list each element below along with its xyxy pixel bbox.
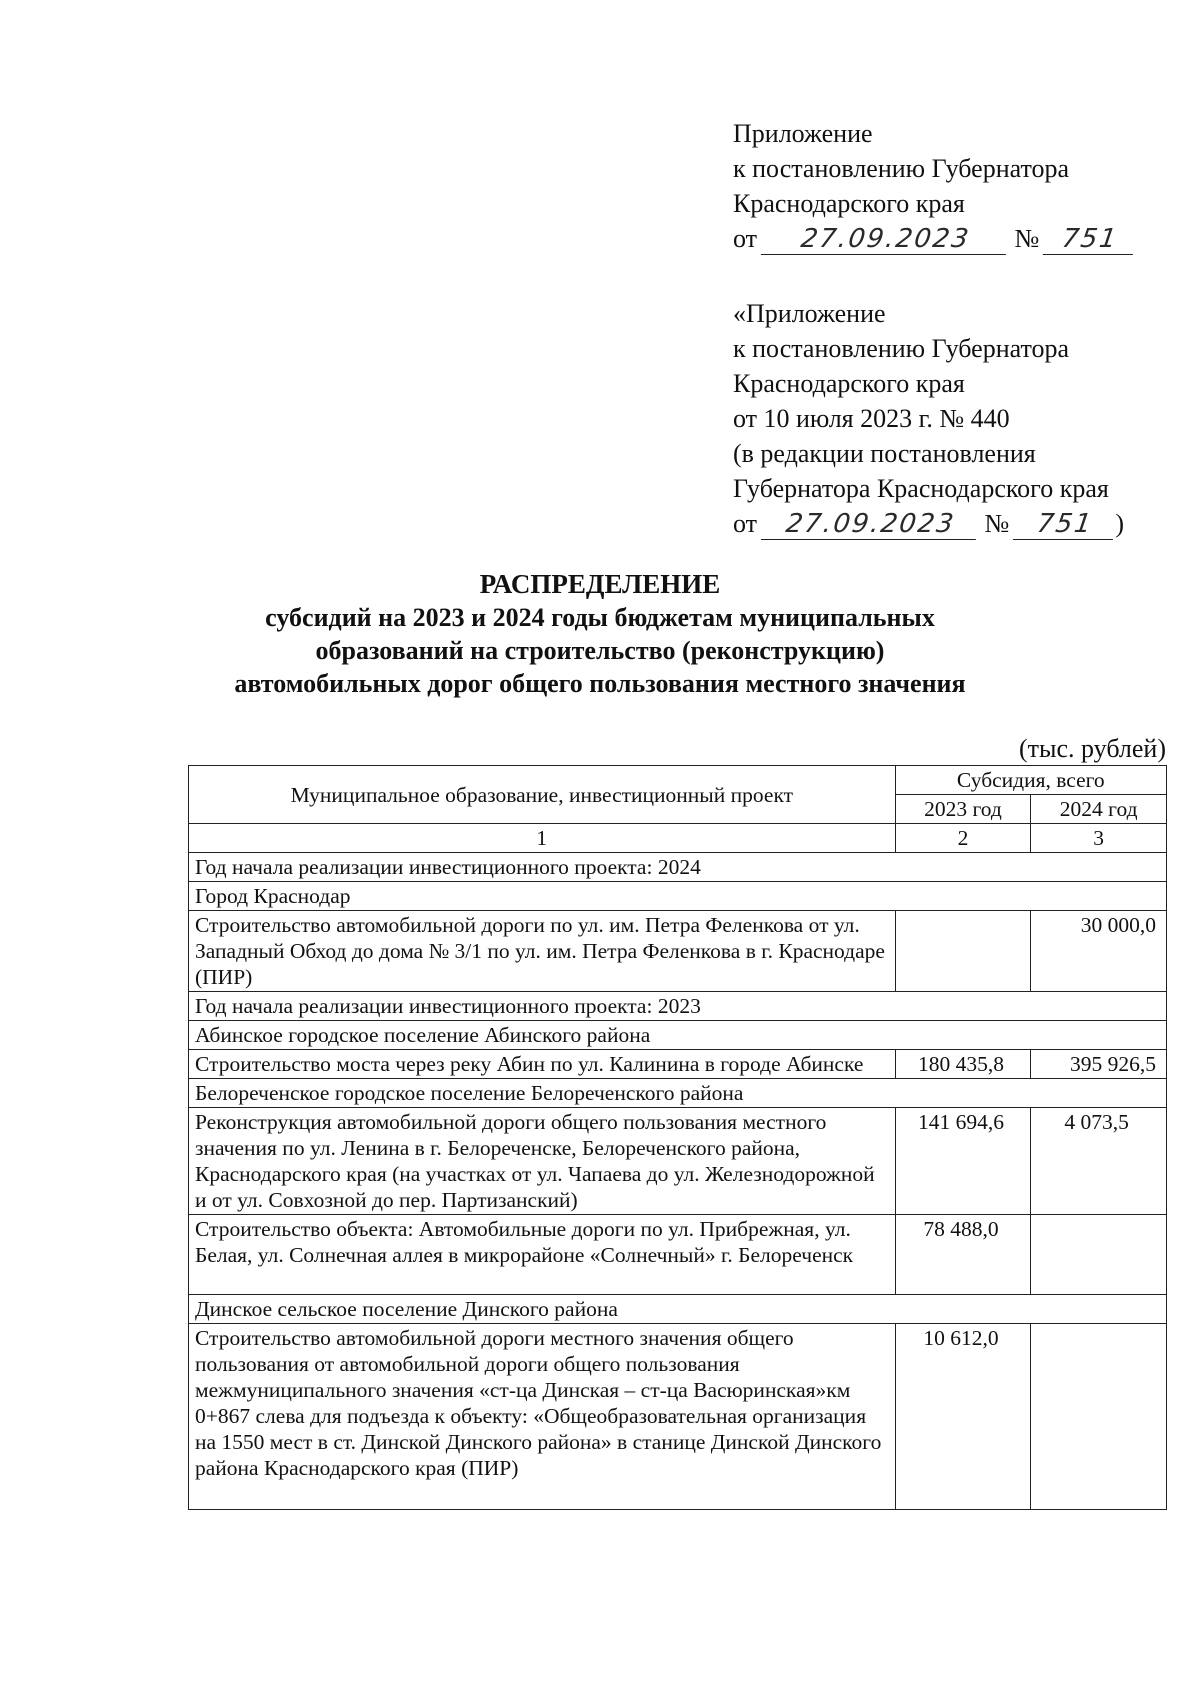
column-number: 2	[895, 824, 1031, 853]
appendix-line: Краснодарского края	[733, 369, 965, 398]
project-name: Строительство моста через реку Абин по ул. Калинина в городе Абинске	[189, 1050, 896, 1079]
value-2023	[895, 911, 1031, 992]
units-label: (тыс. рублей)	[1018, 734, 1166, 763]
document-title	[180, 568, 1020, 700]
subsidy-table	[188, 765, 1167, 1510]
table-numbering-row	[189, 824, 1167, 853]
value-2024: 4 073,5	[1031, 1108, 1167, 1215]
handwritten-date: 27.09.2023	[761, 509, 980, 540]
project-name: Строительство объекта: Автомобильные дороги по ул. Прибрежная, ул. Белая, ул. Солнечная аллея в микрорайоне «Солнечный» г. Белореченск	[189, 1215, 896, 1295]
number-label: №	[984, 509, 1010, 538]
section-row	[189, 853, 1167, 882]
section-label: Год начала реализации инвестиционного проекта: 2023	[189, 992, 1167, 1021]
municipality-label: Белореченское городское поселение Белореченского района	[189, 1079, 1167, 1108]
title-subtitle: автомобильных дорог общего пользования местного значения	[234, 669, 966, 698]
table-row	[189, 911, 1167, 992]
value-2024: 30 000,0	[1031, 911, 1167, 992]
value-2024	[1031, 1215, 1167, 1295]
municipality-row	[189, 1021, 1167, 1050]
closing-paren: )	[1115, 509, 1125, 538]
from-label: от	[733, 224, 758, 253]
appendix-line: Губернатора Краснодарского края	[733, 474, 1109, 503]
handwritten-number: 751	[1013, 509, 1117, 540]
value-2023: 141 694,6	[895, 1108, 1031, 1215]
appendix-line: к постановлению Губернатора	[733, 154, 1070, 183]
value-2023: 180 435,8	[895, 1050, 1031, 1079]
value-2023: 10 612,0	[895, 1324, 1031, 1510]
appendix-header	[733, 116, 1135, 541]
handwritten-number: 751	[1043, 224, 1137, 255]
handwritten-date: 27.09.2023	[761, 224, 1010, 255]
title-main: РАСПРЕДЕЛЕНИЕ	[479, 569, 721, 599]
table-row	[189, 1215, 1167, 1295]
value-2023: 78 488,0	[895, 1215, 1031, 1295]
municipality-row	[189, 1295, 1167, 1324]
project-name: Строительство автомобильной дороги местного значения общего пользования от автомобильной дороги общего пользования межмуниципального значения «ст-ца Динская – ст-ца Васюринская»км 0+867 слева для подъезда к объекту: «Общеобразовательная организация на 1550 мест в ст. Динской Динского района» в станице Динской Динского района Краснодарского края (ПИР)	[189, 1324, 896, 1510]
municipality-row	[189, 1079, 1167, 1108]
header-year-2024: 2024 год	[1031, 795, 1167, 824]
appendix-inner-block	[733, 296, 1135, 541]
appendix-line: от 10 июля 2023 г. № 440	[733, 404, 1010, 433]
appendix-date-line	[733, 506, 1135, 541]
appendix-date-line	[733, 221, 1135, 256]
table-row	[189, 1108, 1167, 1215]
number-label: №	[1014, 224, 1040, 253]
header-subsidy: Субсидия, всего	[895, 766, 1166, 795]
project-name: Строительство автомобильной дороги по ул. им. Петра Феленкова от ул. Западный Обход до дома № 3/1 по ул. им. Петра Феленкова в г. Краснодаре (ПИР)	[189, 911, 896, 992]
appendix-line: Приложение	[733, 119, 873, 148]
header-municipality: Муниципальное образование, инвестиционный проект	[189, 766, 896, 824]
appendix-line: «Приложение	[733, 299, 886, 328]
column-number: 3	[1031, 824, 1167, 853]
column-number: 1	[189, 824, 896, 853]
table-row	[189, 1324, 1167, 1510]
appendix-line: к постановлению Губернатора	[733, 334, 1070, 363]
municipality-label: Динское сельское поселение Динского района	[189, 1295, 1167, 1324]
title-subtitle: субсидий на 2023 и 2024 годы бюджетам муниципальных	[265, 603, 935, 632]
section-label: Год начала реализации инвестиционного проекта: 2024	[189, 853, 1167, 882]
table-row	[189, 1050, 1167, 1079]
section-row	[189, 992, 1167, 1021]
value-2024	[1031, 1324, 1167, 1510]
appendix-line: Краснодарского края	[733, 189, 965, 218]
appendix-line: (в редакции постановления	[733, 439, 1036, 468]
table-header-row	[189, 766, 1167, 795]
value-2024: 395 926,5	[1031, 1050, 1167, 1079]
municipality-row	[189, 882, 1167, 911]
header-year-2023: 2023 год	[895, 795, 1031, 824]
project-name: Реконструкция автомобильной дороги общего пользования местного значения по ул. Ленина в г. Белореченске, Белореченского района, Краснодарского края (на участках от ул. Чапаева до ул. Железнодорожной и от ул. Совхозной до пер. Партизанский)	[189, 1108, 896, 1215]
title-subtitle: образований на строительство (реконструкцию)	[315, 636, 885, 665]
from-label: от	[733, 509, 758, 538]
municipality-label: Город Краснодар	[189, 882, 1167, 911]
municipality-label: Абинское городское поселение Абинского района	[189, 1021, 1167, 1050]
